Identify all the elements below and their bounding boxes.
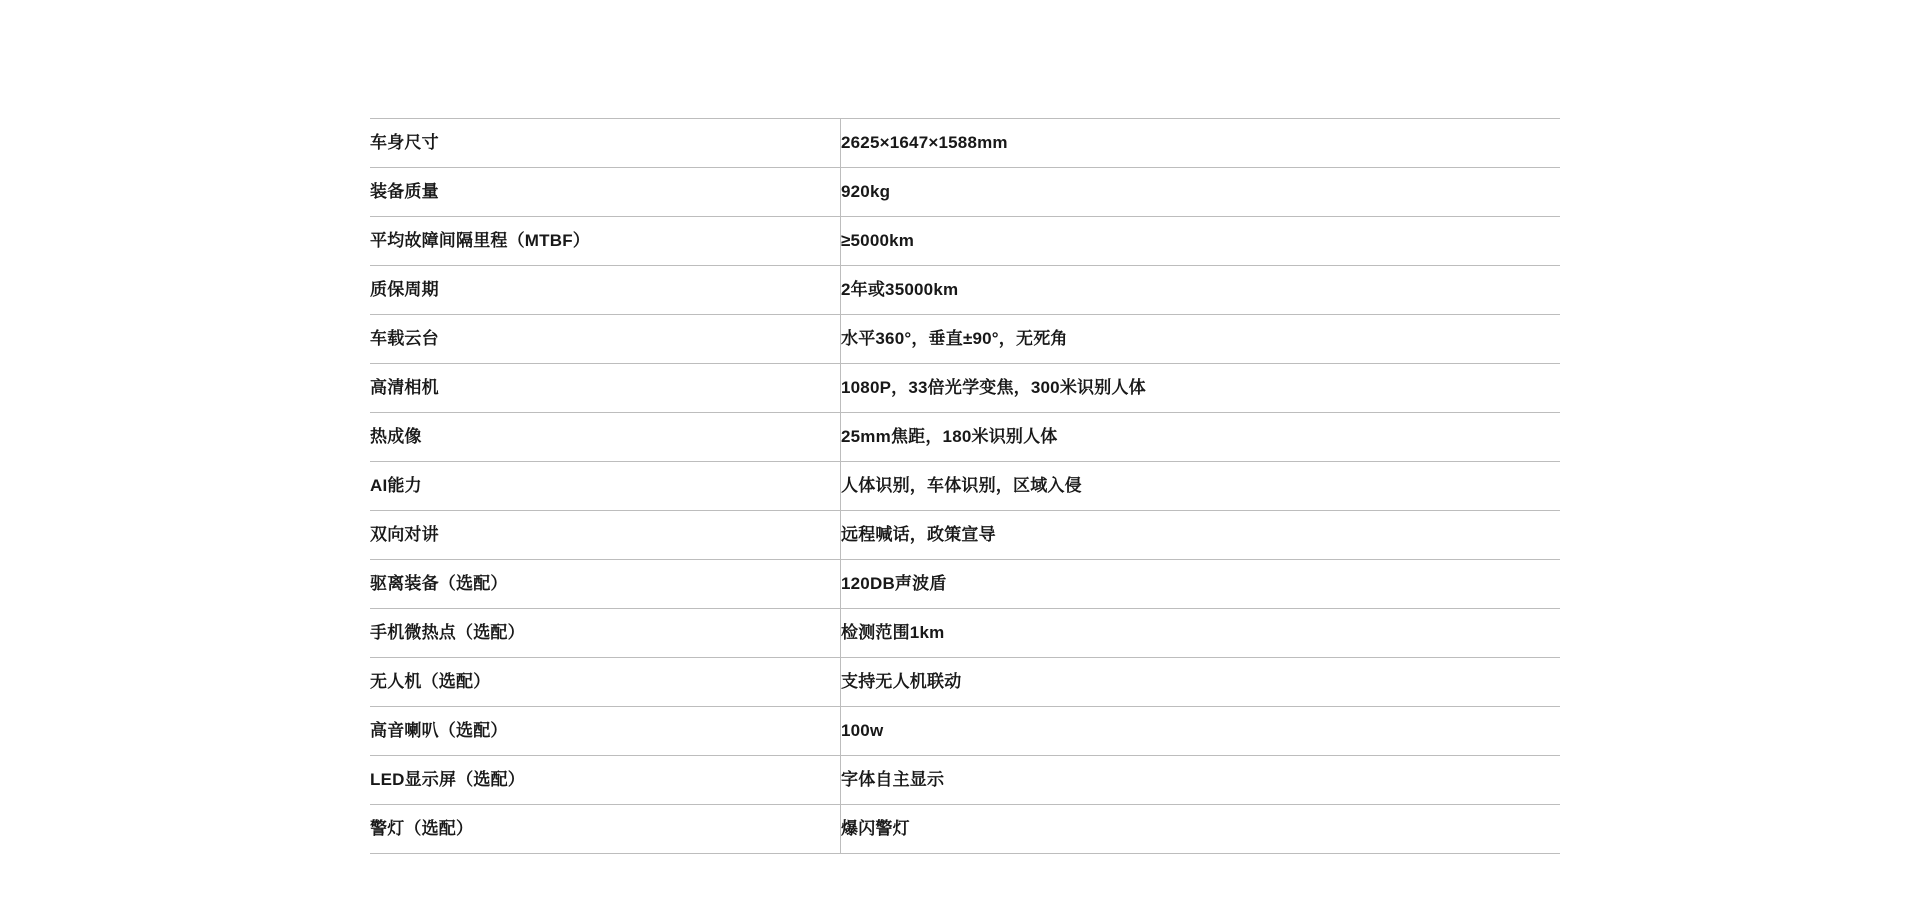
value-label: 检测范围1km [841, 622, 945, 642]
table-row [370, 756, 1560, 805]
table-row [370, 217, 1560, 266]
value-label: ≥5000km [841, 230, 915, 250]
value-label: 爆闪警灯 [841, 818, 910, 838]
table-cell-value [841, 805, 1561, 854]
table-cell-value [841, 168, 1561, 217]
table-cell-parameter [370, 119, 841, 168]
parameter-label: 热成像 [370, 426, 422, 446]
table-cell-value [841, 658, 1561, 707]
table-row [370, 609, 1560, 658]
table-cell-value [841, 707, 1561, 756]
parameter-label: 高音喇叭（选配） [370, 720, 508, 740]
table-cell-value [841, 511, 1561, 560]
table-cell-parameter [370, 609, 841, 658]
parameter-label: LED显示屏（选配） [370, 769, 525, 789]
specification-table [370, 118, 1560, 854]
table-cell-value [841, 266, 1561, 315]
table-cell-parameter [370, 364, 841, 413]
table-row [370, 707, 1560, 756]
table-row [370, 511, 1560, 560]
parameter-label: 质保周期 [370, 279, 439, 299]
table-cell-parameter [370, 315, 841, 364]
table-row [370, 315, 1560, 364]
table-cell-parameter [370, 462, 841, 511]
table-cell-value [841, 364, 1561, 413]
table-cell-value [841, 119, 1561, 168]
value-label: 人体识别，车体识别，区域入侵 [841, 475, 1082, 495]
parameter-label: 高清相机 [370, 377, 439, 397]
parameter-label: 无人机（选配） [370, 671, 491, 691]
value-label: 2625×1647×1588mm [841, 132, 1008, 152]
parameter-label: 车载云台 [370, 328, 439, 348]
parameter-label: 双向对讲 [370, 524, 439, 544]
parameter-label: 装备质量 [370, 181, 439, 201]
table-cell-parameter [370, 168, 841, 217]
value-label: 25mm焦距，180米识别人体 [841, 426, 1058, 446]
value-label: 100w [841, 720, 884, 740]
value-label: 1080P，33倍光学变焦，300米识别人体 [841, 377, 1146, 397]
table-cell-parameter [370, 511, 841, 560]
parameter-label: AI能力 [370, 475, 422, 495]
table-row [370, 658, 1560, 707]
table-row [370, 805, 1560, 854]
table-cell-value [841, 609, 1561, 658]
parameter-label: 驱离装备（选配） [370, 573, 508, 593]
table-cell-parameter [370, 413, 841, 462]
table-cell-parameter [370, 805, 841, 854]
value-label: 120DB声波盾 [841, 573, 947, 593]
parameter-label: 手机微热点（选配） [370, 622, 525, 642]
value-label: 2年或35000km [841, 279, 959, 299]
table-cell-parameter [370, 658, 841, 707]
table-cell-value [841, 756, 1561, 805]
parameter-label: 警灯（选配） [370, 818, 474, 838]
specification-table-body [370, 119, 1560, 854]
table-cell-value [841, 560, 1561, 609]
table-cell-value [841, 413, 1561, 462]
table-row [370, 266, 1560, 315]
table-cell-parameter [370, 266, 841, 315]
table-cell-value [841, 217, 1561, 266]
table-cell-parameter [370, 756, 841, 805]
table-cell-parameter [370, 560, 841, 609]
value-label: 920kg [841, 181, 891, 201]
table-row [370, 560, 1560, 609]
table-cell-value [841, 315, 1561, 364]
table-cell-parameter [370, 707, 841, 756]
table-row [370, 413, 1560, 462]
table-row [370, 364, 1560, 413]
table-cell-value [841, 462, 1561, 511]
value-label: 字体自主显示 [841, 769, 945, 789]
parameter-label: 平均故障间隔里程（MTBF） [370, 230, 591, 250]
table-cell-parameter [370, 217, 841, 266]
table-row [370, 119, 1560, 168]
table-row [370, 462, 1560, 511]
parameter-label: 车身尺寸 [370, 132, 439, 152]
specification-table-container [370, 118, 1560, 854]
value-label: 水平360°，垂直±90°，无死角 [841, 328, 1068, 348]
value-label: 远程喊话，政策宣导 [841, 524, 996, 544]
table-row [370, 168, 1560, 217]
value-label: 支持无人机联动 [841, 671, 962, 691]
